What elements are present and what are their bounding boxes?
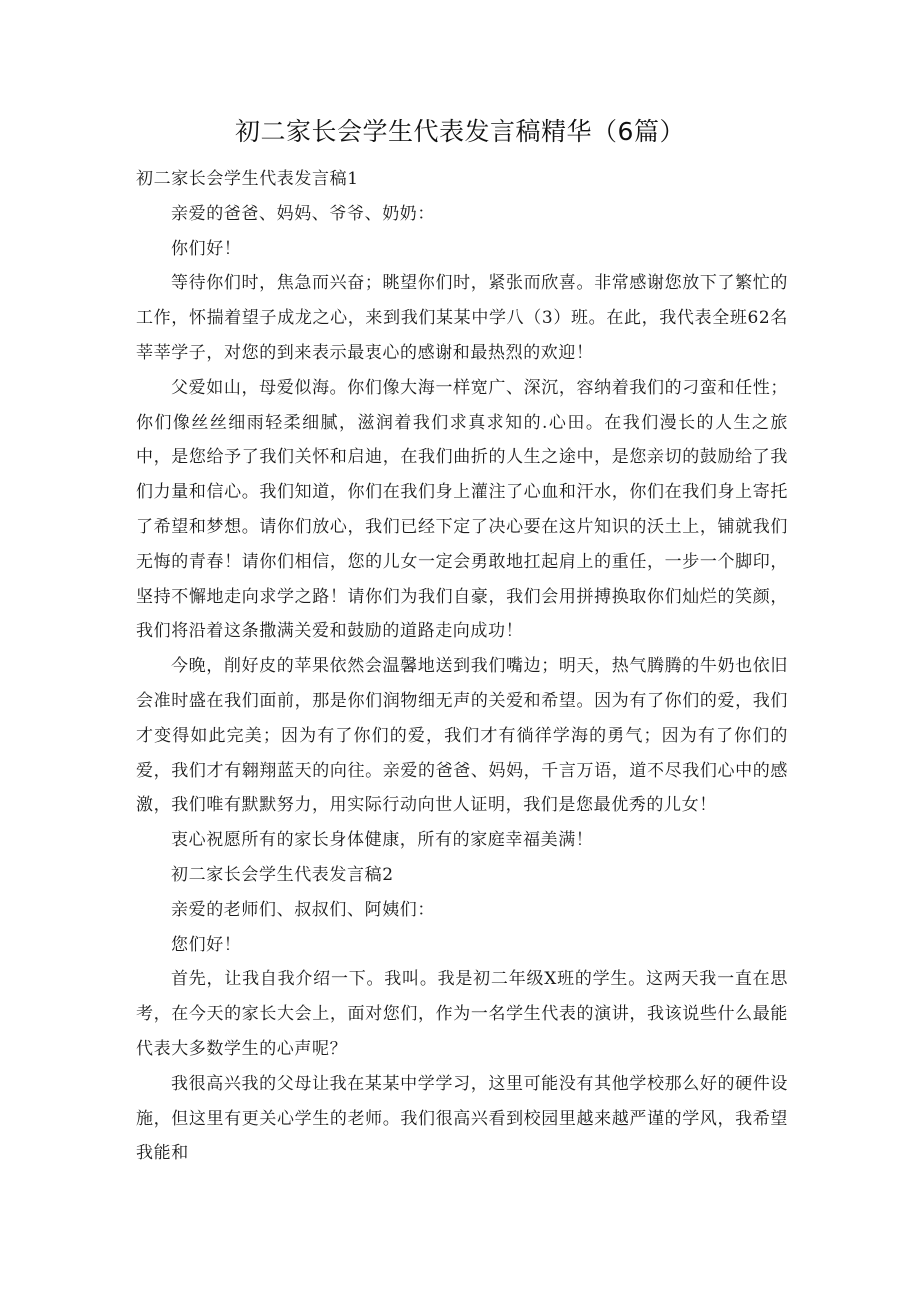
greeting-1: 你们好！ <box>171 238 242 259</box>
body-paragraph: 今晚，削好皮的苹果依然会温馨地送到我们嘴边；明天，热气腾腾的牛奶也依旧会准时盛在我们面前，那是你们润物细无声的关爱和希望。因为有了你们的爱，我们才变得如此完美；因为有了你们的爱，我们才有徜徉学海的勇气；因为有了你们的爱，我们才有翱翔蓝天的向往。亲爱的爸爸、妈妈，千言万语，道不尽我们心中的感激，我们唯有默默努力，用实际行动向世人证明，我们是您最优秀的儿女！ <box>136 656 788 816</box>
body-paragraph: 等待你们时，焦急而兴奋；眺望你们时，紧张而欣喜。非常感谢您放下了繁忙的工作，怀揣着望子成龙之心，来到我们某某中学八（3）班。在此，我代表全班62名莘莘学子，对您的到来表示最衷心的感谢和最热烈的欢迎！ <box>136 273 788 363</box>
body-paragraph: 首先，让我自我介绍一下。我叫。我是初二年级X班的学生。这两天我一直在思考，在今天的家长大会上，面对您们，作为一名学生代表的演讲，我该说些什么最能代表大多数学生的心声呢？ <box>136 969 788 1059</box>
salutation-2: 亲爱的老师们、叔叔们、阿姨们： <box>171 899 435 920</box>
greeting-2: 您们好！ <box>171 934 242 955</box>
section-heading-1: 初二家长会学生代表发言稿1 <box>136 169 359 189</box>
salutation-1: 亲爱的爸爸、妈妈、爷爷、奶奶： <box>171 203 435 224</box>
document-title: 初二家长会学生代表发言稿精华（6篇） <box>235 117 685 146</box>
section-heading-2: 初二家长会学生代表发言稿2 <box>171 864 394 885</box>
body-paragraph: 我很高兴我的父母让我在某某中学学习，这里可能没有其他学校那么好的硬件设施，但这里有更关心学生的老师。我们很高兴看到校园里越来越严谨的学风，我希望我能和 <box>136 1073 788 1164</box>
closing-wish: 衷心祝愿所有的家长身体健康，所有的家庭幸福美满！ <box>171 830 594 851</box>
document-body <box>136 162 788 1171</box>
body-paragraph: 父爱如山，母爱似海。你们像大海一样宽广、深沉，容纳着我们的刁蛮和任性；你们像丝丝细雨轻柔细腻，滋润着我们求真求知的.心田。在我们漫长的人生之旅中，是您给予了我们关怀和启迪，在我们曲折的人生之途中，是您亲切的鼓励给了我们力量和信心。我们知道，你们在我们身上灌注了心血和汗水，你们在我们身上寄托了希望和梦想。请你们放心，我们已经下定了决心要在这片知识的沃土上，铺就我们无悔的青春！请你们相信，您的儿女一定会勇敢地扛起肩上的重任，一步一个脚印，坚持不懈地走向求学之路！请你们为我们自豪，我们会用拼搏换取你们灿烂的笑颜，我们将沿着这条撒满关爱和鼓励的道路走向成功！ <box>136 377 788 642</box>
